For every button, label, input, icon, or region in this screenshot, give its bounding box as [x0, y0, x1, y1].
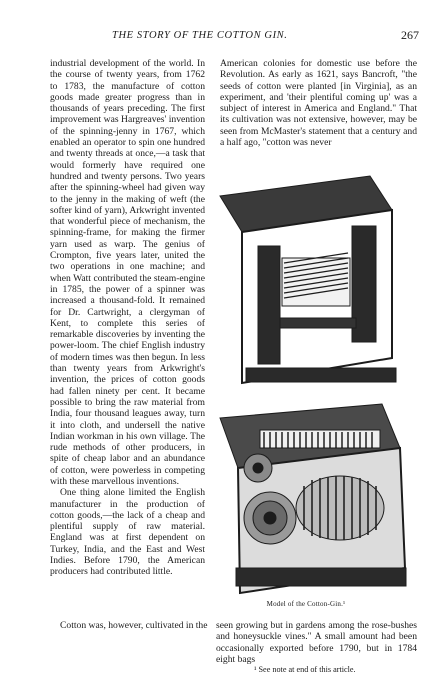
bottom-left-text: [50, 620, 210, 631]
cotton-gin-figure: [200, 168, 412, 612]
page-number: 267: [401, 28, 419, 42]
left-text-column: [50, 58, 205, 578]
paragraph-cotton-cultivated: Cotton was, however, cultivated in the: [60, 620, 208, 631]
running-title: THE STORY OF THE COTTON GIN.: [112, 30, 288, 41]
bottom-right-text: [216, 620, 417, 675]
paragraph-rose-bushes: seen growing but in gardens among the rose-bushes and honeysuckle vines." A small amount had been occasionally exported before 1790, but in 1784 eight bags: [216, 620, 417, 665]
running-header: [0, 30, 441, 46]
right-text-column: [220, 58, 417, 148]
figure-caption: Model of the Cotton-Gin.¹: [266, 600, 346, 608]
paragraph-textile-history: industrial development of the world. In the course of twenty years, from 1762 to 1783, the manufacture of cotton goods made greater progress than in thousands of years preceding. The first improvement was Hargreaves' invention of the spinning-jenny in 1767, which enabled an operator to spin one hundred and twenty threads at once,—a task that would formerly have required one hundred and twenty persons. Two years after the spinning-wheel had given way to the jenny in the making of weft (the softer kind of yarn), Arkwright invented that wonderful piece of mechanism, the spinning-frame, for making the firmer yarn used as warp. The genius of Crompton, five years later, united the two operations in one machine; and when Watt contributed the steam-engine in 1785, the power of a spinner was increased a thousand-fold. It remained for Dr. Cartwright, a clergyman of Kent, to complete this series of remarkable discoveries by inventing the power-loom. The chief English industry of modern times was then begun. In less than twenty years from Arkwright's invention, the prices of cotton goods had fallen ninety per cent. It became possible to bring the raw material from India, four thousand leagues away, turn it into cloth, and undersell the native Indian workman in his own village. The rude methods of other producers, in spite of cheap labor and an abundance of cotton, were powerless in competing with these marvellous inventions.: [50, 58, 205, 487]
gin-lid: [220, 176, 396, 383]
paragraph-raw-material: One thing alone limited the English manufacturer in the production of cotton goods,—the lack of a cheap and plentiful supply of raw material. England was at first dependent on Turkey, India, and the East and West Indies. Before 1790, the American producers had contributed little.: [50, 487, 205, 578]
cotton-gin-illustration: [200, 168, 412, 598]
gin-body: [220, 404, 406, 593]
paragraph-american-colonies: American colonies for domestic use before the Revolution. As early as 1621, says Bancroft, "the seeds of cotton were planted [in Virginia], as an experiment, and 'their plentiful coming up' was a subject of interest in America and England." That its cultivation was not extensive, however, may be seen from McMaster's statement that a century and a half ago, "cotton was never: [220, 58, 417, 149]
footnote: ¹ See note at end of this article.: [254, 665, 356, 675]
